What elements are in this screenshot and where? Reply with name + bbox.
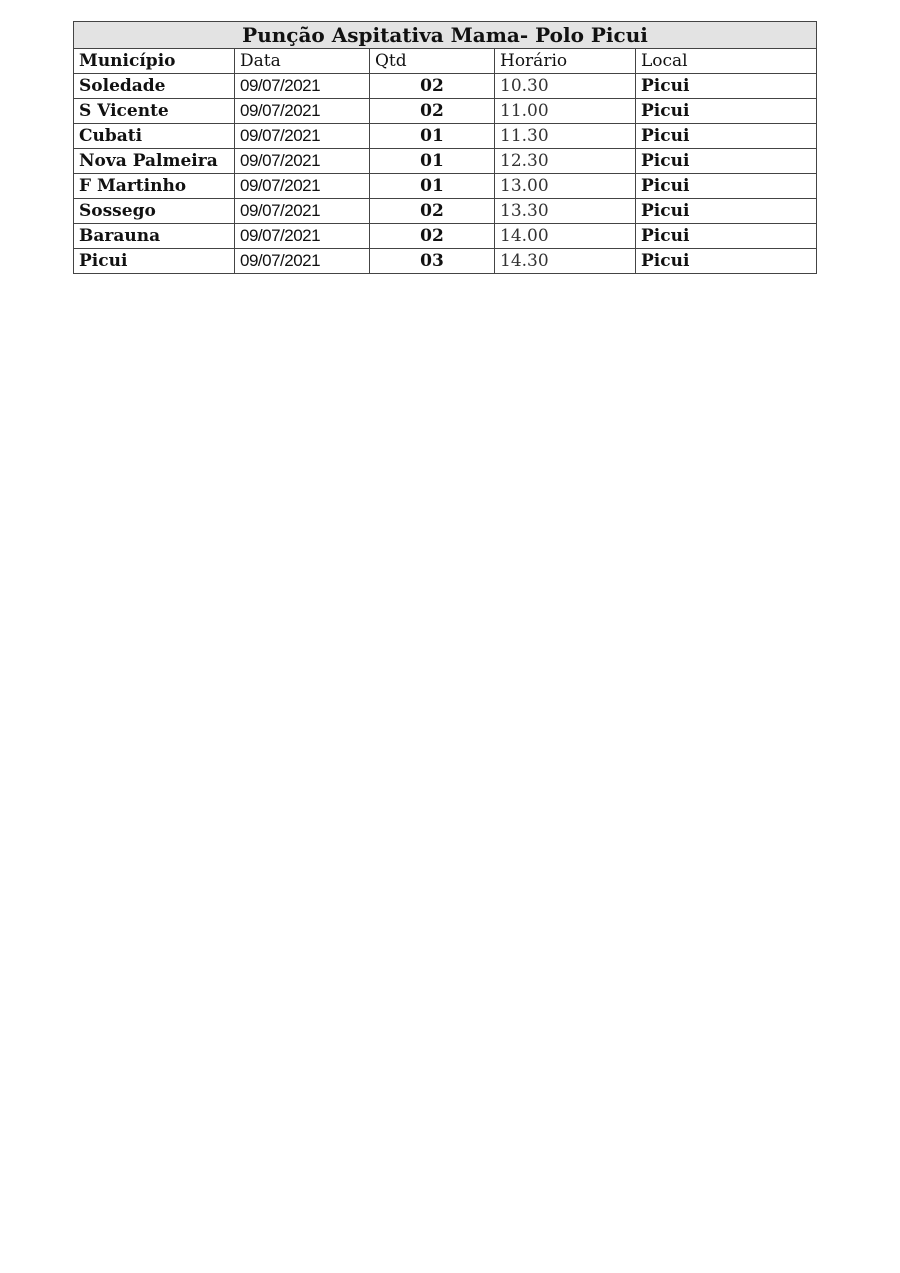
cell-municipio: Soledade [74, 74, 235, 99]
cell-horario: 10.30 [495, 74, 636, 99]
table-title: Punção Aspitativa Mama- Polo Picui [74, 22, 817, 49]
column-header-municipio: Município [74, 49, 235, 74]
cell-data: 09/07/2021 [235, 174, 370, 199]
table-row [74, 74, 817, 99]
table-row [74, 124, 817, 149]
column-header-horario: Horário [495, 49, 636, 74]
cell-qtd: 03 [370, 249, 495, 274]
cell-horario: 11.00 [495, 99, 636, 124]
cell-municipio: Barauna [74, 224, 235, 249]
cell-data: 09/07/2021 [235, 149, 370, 174]
column-header-local: Local [636, 49, 817, 74]
cell-municipio: Sossego [74, 199, 235, 224]
cell-data: 09/07/2021 [235, 74, 370, 99]
title-row [74, 22, 817, 49]
cell-qtd: 02 [370, 74, 495, 99]
cell-municipio: Nova Palmeira [74, 149, 235, 174]
table-row [74, 199, 817, 224]
cell-data: 09/07/2021 [235, 199, 370, 224]
cell-data: 09/07/2021 [235, 124, 370, 149]
cell-horario: 13.00 [495, 174, 636, 199]
cell-horario: 14.30 [495, 249, 636, 274]
cell-local: Picui [636, 99, 817, 124]
cell-qtd: 02 [370, 99, 495, 124]
table-row [74, 224, 817, 249]
cell-local: Picui [636, 124, 817, 149]
cell-local: Picui [636, 199, 817, 224]
cell-local: Picui [636, 174, 817, 199]
table-row [74, 99, 817, 124]
schedule-table [73, 21, 817, 274]
table-row [74, 174, 817, 199]
cell-local: Picui [636, 224, 817, 249]
column-header-qtd: Qtd [370, 49, 495, 74]
header-row [74, 49, 817, 74]
cell-horario: 12.30 [495, 149, 636, 174]
cell-data: 09/07/2021 [235, 99, 370, 124]
cell-local: Picui [636, 74, 817, 99]
cell-horario: 14.00 [495, 224, 636, 249]
table-row [74, 249, 817, 274]
table-row [74, 149, 817, 174]
cell-horario: 11.30 [495, 124, 636, 149]
cell-local: Picui [636, 249, 817, 274]
cell-qtd: 02 [370, 199, 495, 224]
cell-qtd: 01 [370, 124, 495, 149]
cell-municipio: Cubati [74, 124, 235, 149]
cell-municipio: S Vicente [74, 99, 235, 124]
cell-local: Picui [636, 149, 817, 174]
column-header-data: Data [235, 49, 370, 74]
cell-qtd: 02 [370, 224, 495, 249]
cell-qtd: 01 [370, 174, 495, 199]
cell-data: 09/07/2021 [235, 249, 370, 274]
cell-municipio: F Martinho [74, 174, 235, 199]
cell-data: 09/07/2021 [235, 224, 370, 249]
cell-municipio: Picui [74, 249, 235, 274]
cell-qtd: 01 [370, 149, 495, 174]
cell-horario: 13.30 [495, 199, 636, 224]
